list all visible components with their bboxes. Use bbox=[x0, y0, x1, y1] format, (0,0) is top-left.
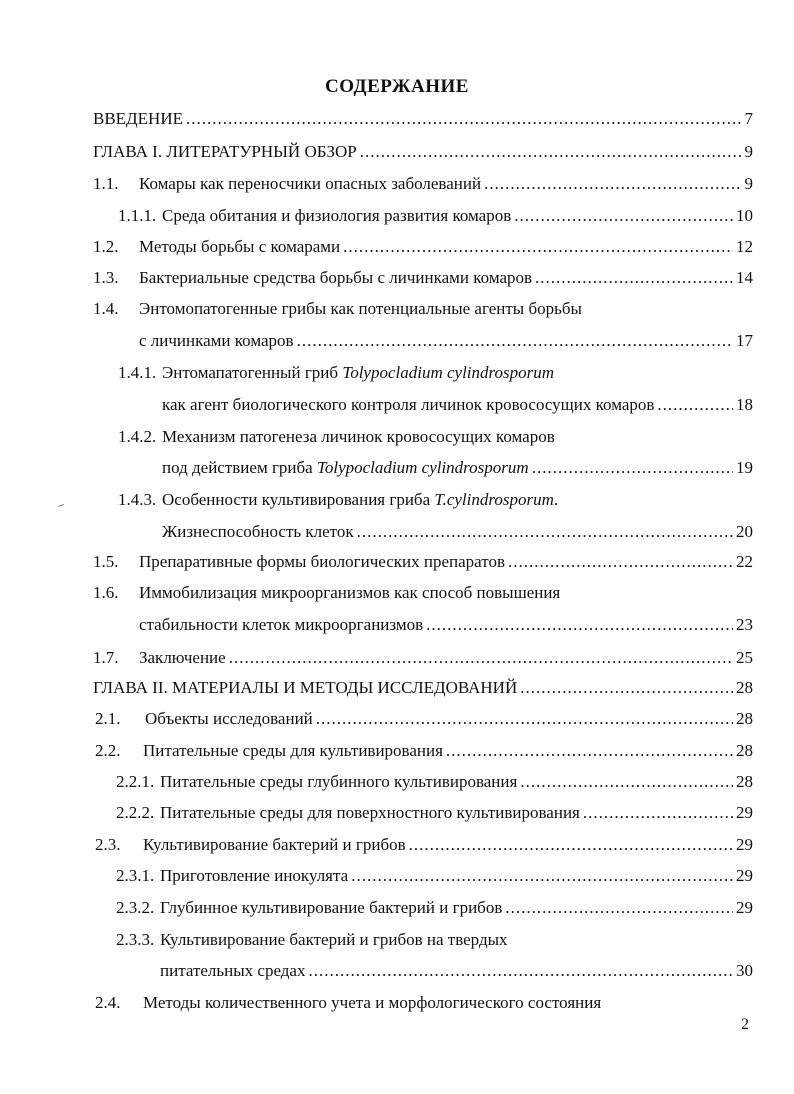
leader-dots bbox=[308, 959, 733, 983]
page-number: 2 bbox=[741, 1016, 749, 1033]
leader-dots bbox=[520, 770, 733, 794]
toc-entry-number: 1.4. bbox=[93, 299, 119, 318]
toc-entry-text: Объекты исследований bbox=[145, 709, 313, 728]
toc-entry-2-1[interactable] bbox=[95, 707, 753, 731]
toc-entry-number: 1.4.3. bbox=[118, 490, 157, 509]
toc-entry-page: 9 bbox=[744, 174, 753, 193]
toc-entry-text: Комары как переносчики опасных заболеваний bbox=[139, 174, 482, 193]
leader-dots bbox=[535, 266, 733, 290]
toc-entry-page: 17 bbox=[736, 331, 753, 350]
toc-entry-1-6-line1[interactable] bbox=[93, 581, 560, 605]
toc-entry-text-continued: как агент биологического контроля личинок кровососущих комаров bbox=[162, 395, 655, 414]
toc-entry-number: 2.3.1. bbox=[116, 866, 155, 885]
toc-entry-2-3-3-line2[interactable] bbox=[160, 959, 753, 983]
toc-entry-number: 2.4. bbox=[95, 993, 121, 1012]
toc-entry-page: 18 bbox=[736, 395, 753, 414]
toc-entry-text: Иммобилизация микроорганизмов как способ повышения bbox=[139, 583, 561, 602]
toc-entry-2-3[interactable] bbox=[95, 833, 753, 857]
toc-entry-number: 2.3.2. bbox=[116, 898, 155, 917]
page-title: СОДЕРЖАНИЕ bbox=[325, 76, 469, 97]
species-name: T.cylindrosporum bbox=[434, 490, 554, 509]
toc-entry-page: 12 bbox=[736, 237, 753, 256]
toc-entry-text: Питательные среды глубинного культивирования bbox=[160, 772, 518, 791]
toc-entry-page: 28 bbox=[736, 772, 753, 791]
toc-entry-text: Культивирование бактерий и грибов bbox=[143, 835, 406, 854]
toc-entry-1-4-line2[interactable] bbox=[139, 329, 753, 353]
leader-dots bbox=[583, 801, 733, 825]
toc-entry-1-4-3-line1[interactable] bbox=[118, 488, 558, 512]
toc-entry-2-2[interactable] bbox=[95, 739, 753, 763]
toc-entry-text: Бактериальные средства борьбы с личинками комаров bbox=[139, 268, 533, 287]
toc-entry-text-prefix: под действием гриба bbox=[162, 458, 317, 477]
toc-entry-text: ГЛАВА II. МАТЕРИАЛЫ И МЕТОДЫ ИССЛЕДОВАНИЙ bbox=[93, 678, 518, 697]
toc-entry-2-2-2[interactable] bbox=[116, 801, 753, 825]
toc-entry-chapter-2[interactable] bbox=[93, 676, 753, 700]
toc-entry-1-4-line1[interactable] bbox=[93, 297, 582, 321]
toc-entry-number: 2.3. bbox=[95, 835, 121, 854]
toc-entry-1-6-line2[interactable] bbox=[139, 613, 753, 637]
toc-entry-page: 29 bbox=[736, 898, 753, 917]
leader-dots bbox=[316, 707, 733, 731]
toc-entry-text: ВВЕДЕНИЕ bbox=[93, 109, 183, 128]
toc-entry-number: 2.1. bbox=[95, 709, 121, 728]
toc-entry-page: 22 bbox=[736, 552, 753, 571]
toc-entry-page: 29 bbox=[736, 835, 753, 854]
leader-dots bbox=[484, 172, 741, 196]
toc-entry-number: 1.1. bbox=[93, 174, 119, 193]
toc-entry-1-1[interactable] bbox=[93, 172, 753, 196]
toc-entry-text-continued: Жизнеспособность клеток bbox=[162, 522, 354, 541]
leader-dots bbox=[360, 140, 742, 164]
toc-entry-text: Методы количественного учета и морфологического состояния bbox=[143, 993, 602, 1012]
toc-entry-number: 2.2. bbox=[95, 741, 121, 760]
leader-dots bbox=[514, 204, 733, 228]
leader-dots bbox=[508, 550, 733, 574]
toc-entry-text: Методы борьбы с комарами bbox=[139, 237, 341, 256]
toc-entry-number: 1.2. bbox=[93, 237, 119, 256]
toc-entry-text-continued bbox=[162, 456, 529, 480]
toc-entry-page: 29 bbox=[736, 866, 753, 885]
toc-entry-text: Культивирование бактерий и грибов на твердых bbox=[160, 930, 508, 949]
toc-entry-text: Питательные среды для культивирования bbox=[143, 741, 443, 760]
toc-entry-number: 2.2.1. bbox=[116, 772, 155, 791]
toc-entry-page: 14 bbox=[736, 268, 753, 287]
toc-entry-1-4-1-line1[interactable] bbox=[118, 361, 554, 385]
toc-entry-text: ГЛАВА I. ЛИТЕРАТУРНЫЙ ОБЗОР bbox=[93, 142, 357, 161]
toc-entry-1-5[interactable] bbox=[93, 550, 753, 574]
toc-entry-page: 7 bbox=[744, 109, 753, 128]
toc-entry-page: 19 bbox=[736, 458, 753, 477]
toc-entry-text: Особенности культивирования гриба bbox=[162, 490, 435, 509]
toc-entry-text: Энтомапатогенный гриб bbox=[162, 363, 343, 382]
toc-entry-chapter-1[interactable] bbox=[93, 140, 753, 164]
leader-dots bbox=[532, 456, 733, 480]
toc-entry-text: Среда обитания и физиология развития комаров bbox=[162, 206, 512, 225]
toc-entry-page: 28 bbox=[736, 741, 753, 760]
toc-entry-page: 9 bbox=[744, 142, 753, 161]
toc-entry-1-2[interactable] bbox=[93, 235, 753, 259]
toc-entry-number: 2.3.3. bbox=[116, 930, 155, 949]
toc-entry-text: Энтомопатогенные грибы как потенциальные агенты борьбы bbox=[139, 299, 582, 318]
leader-dots bbox=[186, 107, 742, 131]
toc-entry-2-4[interactable] bbox=[95, 991, 601, 1015]
toc-entry-1-4-2-line1[interactable] bbox=[118, 425, 555, 449]
toc-entry-2-2-1[interactable] bbox=[116, 770, 753, 794]
leader-dots bbox=[505, 896, 733, 920]
toc-entry-2-3-3-line1[interactable] bbox=[116, 928, 508, 952]
toc-entry-page: 29 bbox=[736, 803, 753, 822]
toc-entry-1-4-1-line2[interactable] bbox=[162, 393, 753, 417]
leader-dots bbox=[297, 329, 733, 353]
toc-entry-text-continued: с личинками комаров bbox=[139, 331, 294, 350]
leader-dots bbox=[657, 393, 733, 417]
toc-entry-page: 23 bbox=[736, 615, 753, 634]
toc-entry-number: 1.4.2. bbox=[118, 427, 157, 446]
toc-entry-number: 2.2.2. bbox=[116, 803, 155, 822]
toc-entry-introduction[interactable] bbox=[93, 107, 753, 131]
leader-dots bbox=[446, 739, 733, 763]
toc-entry-1-7[interactable] bbox=[93, 646, 753, 670]
leader-dots bbox=[351, 864, 733, 888]
toc-entry-page: 28 bbox=[736, 678, 753, 697]
leader-dots bbox=[343, 235, 733, 259]
toc-entry-number: 1.4.1. bbox=[118, 363, 157, 382]
toc-entry-page: 30 bbox=[736, 961, 753, 980]
toc-entry-page: 28 bbox=[736, 709, 753, 728]
species-name: Tolypocladium cylindrosporum bbox=[342, 363, 555, 382]
toc-entry-text: Механизм патогенеза личинок кровососущих комаров bbox=[162, 427, 555, 446]
toc-entry-page: 20 bbox=[736, 522, 753, 541]
toc-entry-number: 1.1.1. bbox=[118, 206, 157, 225]
leader-dots bbox=[426, 613, 733, 637]
toc-entry-text-continued: стабильности клеток микроорганизмов bbox=[139, 615, 424, 634]
toc-entry-2-3-1[interactable] bbox=[116, 864, 753, 888]
toc-entry-page: 25 bbox=[736, 648, 753, 667]
toc-entry-number: 1.5. bbox=[93, 552, 119, 571]
toc-entry-text-suffix: . bbox=[553, 490, 559, 509]
toc-entry-1-4-3-line2[interactable] bbox=[162, 520, 753, 544]
toc-entry-number: 1.3. bbox=[93, 268, 119, 287]
leader-dots bbox=[229, 646, 733, 670]
toc-entry-text: Заключение bbox=[139, 648, 226, 667]
toc-entry-1-3[interactable] bbox=[93, 266, 753, 290]
toc-entry-page: 10 bbox=[736, 206, 753, 225]
toc-entry-number: 1.6. bbox=[93, 583, 119, 602]
toc-entry-text: Питательные среды для поверхностного культивирования bbox=[160, 803, 580, 822]
toc-entry-text: Препаративные формы биологических препаратов bbox=[139, 552, 505, 571]
toc-entry-1-1-1[interactable] bbox=[118, 204, 753, 228]
toc-entry-number: 1.7. bbox=[93, 648, 119, 667]
toc-entry-text: Приготовление инокулята bbox=[160, 866, 349, 885]
toc-entry-1-4-2-line2[interactable] bbox=[162, 456, 753, 480]
species-name: Tolypocladium cylindrosporum bbox=[316, 458, 529, 477]
toc-entry-2-3-2[interactable] bbox=[116, 896, 753, 920]
toc-entry-text-continued: питательных средах bbox=[160, 961, 306, 980]
leader-dots bbox=[357, 520, 733, 544]
toc-entry-text: Глубинное культивирование бактерий и грибов bbox=[160, 898, 503, 917]
leader-dots bbox=[520, 676, 733, 700]
leader-dots bbox=[409, 833, 733, 857]
